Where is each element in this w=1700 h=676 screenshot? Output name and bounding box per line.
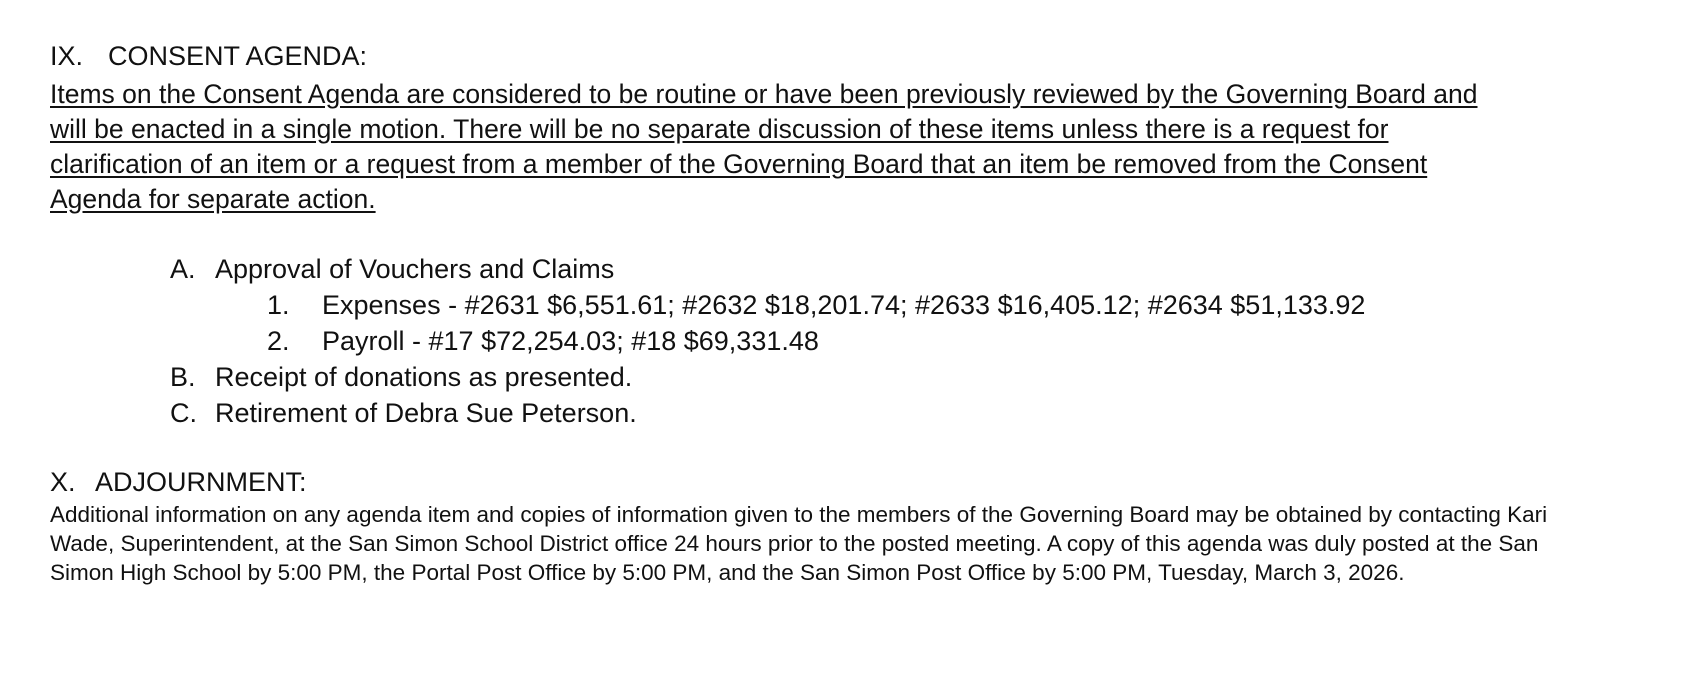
footer-line: Wade, Superintendent, at the San Simon School District office 24 hours prior to the posted meeting. A copy of this agenda was duly posted at the San <box>50 531 1539 556</box>
intro-line: Agenda for separate action. <box>50 184 376 214</box>
item-marker: C. <box>170 398 197 428</box>
intro-line: will be enacted in a single motion. There will be no separate discussion of these items unless there is a request for <box>50 114 1389 144</box>
subitem-marker: 1. <box>267 290 290 320</box>
footer-line: Simon High School by 5:00 PM, the Portal Post Office by 5:00 PM, and the San Simon Post Office by 5:00 PM, Tuesday, March 3, 2026. <box>50 560 1405 585</box>
subitem-marker: 2. <box>267 326 290 356</box>
section-number: IX. <box>50 41 84 71</box>
footer-line: Additional information on any agenda item and copies of information given to the members of the Governing Board may be obtained by contacting Kari <box>50 502 1548 527</box>
consent-agenda-intro <box>50 77 1690 217</box>
adjournment-body <box>50 500 1690 587</box>
agenda-item-b <box>170 359 632 395</box>
intro-line: clarification of an item or a request from a member of the Governing Board that an item be removed from the Consent <box>50 149 1428 179</box>
section-title: CONSENT AGENDA: <box>108 41 368 71</box>
section-heading-adjournment <box>50 466 307 498</box>
item-text: Receipt of donations as presented. <box>215 362 633 392</box>
agenda-subitem-1 <box>267 287 1365 323</box>
item-text: Retirement of Debra Sue Peterson. <box>215 398 637 428</box>
item-marker: B. <box>170 362 196 392</box>
section-number: X. <box>50 467 76 497</box>
item-marker: A. <box>170 254 196 284</box>
subitem-text: Expenses - #2631 $6,551.61; #2632 $18,201.74; #2633 $16,405.12; #2634 $51,133.92 <box>322 290 1366 320</box>
agenda-item-c <box>170 395 637 431</box>
subitem-text: Payroll - #17 $72,254.03; #18 $69,331.48 <box>322 326 819 356</box>
agenda-item-a <box>170 251 614 287</box>
agenda-subitem-2 <box>267 323 819 359</box>
intro-line: Items on the Consent Agenda are considered to be routine or have been previously reviewed by the Governing Board and <box>50 79 1478 109</box>
section-heading-consent-agenda <box>50 40 367 72</box>
section-title: ADJOURNMENT: <box>95 467 307 497</box>
item-text: Approval of Vouchers and Claims <box>215 254 615 284</box>
